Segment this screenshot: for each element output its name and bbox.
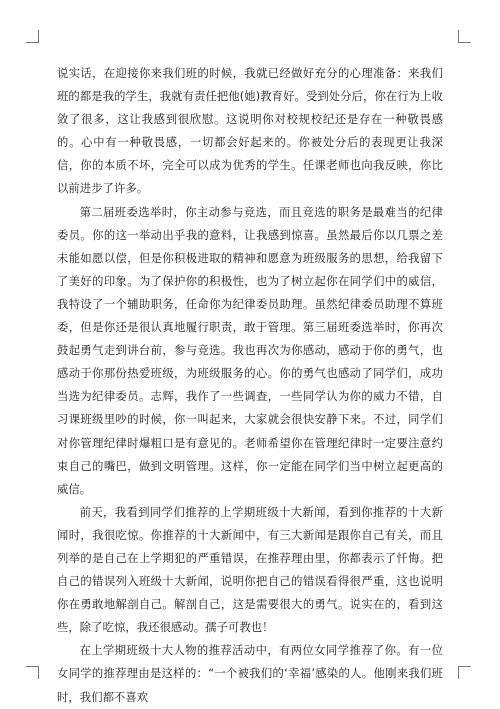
paragraph-3: 前天，我看到同学们推荐的上学期班级十大新闻，看到你推荐的十大新闻时，我很吃惊。你推荐的十大新闻中，有三大新闻是跟你自己有关，而且列举的是自己在上学期犯的严重错误，在推荐理由里，你都表示了忏悔。把自己的错误列入班级十大新闻，说明你把自己的错误看得很严重，这也说明你在勇敢地解剖自己。解剖自己，这是需要很大的勇气。说实在的，看到这些，除了吃惊，我还很感动。孺子可教也！ <box>57 505 443 635</box>
document-body <box>57 62 443 709</box>
crop-mark-top-left <box>26 30 39 43</box>
paragraph-1: 说实话，在迎接你来我们班的时候，我就已经做好充分的心理准备：来我们班的都是我的学生，我就有责任把他(她)教育好。受到处分后，你在行为上收敛了很多，这让我感到很欣慰。这说明你对校规校纪还是存在一种敬畏感的。心中有一种敬畏感，一切都会好起来的。你被处分后的表现更让我深信，你的本质不坏，完全可以成为优秀的学生。任课老师也向我反映，你比以前进步了许多。 <box>57 67 443 196</box>
paragraph-4: 在上学期班级十大人物的推荐活动中，有两位女同学推荐了你。有一位女同学的推荐理由是这样的：“一个被我们的‘幸福’感染的人。他刚来我们班时，我们都不喜欢 <box>57 644 443 704</box>
crop-mark-top-right <box>458 30 471 43</box>
paragraph-2: 第二届班委选举时，你主动参与竞选，而且竞选的职务是最难当的纪律委员。你的这一举动出乎我的意料，让我感到惊喜。虽然最后你以几票之差未能如愿以偿，但是你积极进取的精神和愿意为班级服务的思想，给我留下了美好的印象。为了保护你的积极性，也为了树立起你在同学们中的威信，我特设了一个辅助职务，任命你为纪律委员助理。虽然纪律委员助理不算班委，但是你还是很认真地履行职责，敢于管理。第三届班委选举时，你再次鼓起勇气走到讲台前，参与竞选。我也再次为你感动，感动于你的勇气，也感动于你那份热爱班级，为班级服务的心。你的勇气也感动了同学们，成功当选为纪律委员。志辉，我作了一些调查，一些同学认为你的威力不错，自习课班级里吵的时候，你一叫起来，大家就会很快安静下来。不过，同学们对你管理纪律时爆粗口是有意见的。老师希望你在管理纪律时一定要注意约束自己的嘴巴，做到文明管理。这样，你一定能在同学们当中树立起更高的威信。 <box>57 205 443 496</box>
crop-mark-bottom-right <box>458 666 471 679</box>
crop-mark-bottom-left <box>26 666 39 679</box>
